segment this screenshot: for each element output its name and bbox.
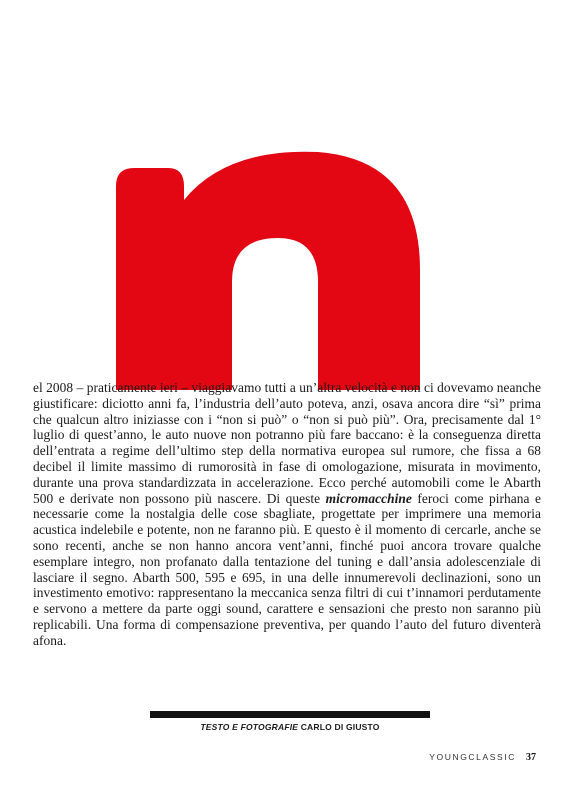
credits-line — [150, 722, 430, 732]
emphasized-word: micromacchine — [325, 490, 412, 506]
article-body — [33, 380, 541, 649]
page-number: 37 — [526, 752, 536, 763]
divider-rule — [150, 711, 430, 718]
credits-lead: TESTO E FOTOGRAFIE — [200, 722, 299, 732]
magazine-brand: YOUNGCLASSIC — [429, 752, 516, 762]
body-paragraph-2: feroci come pirhana e necessarie come la nostalgia delle cose sbagliate, progettate per imprimere una memoria acustica indelebile e potente, non ne faranno più. E questo è il momento di cercarle, anche se sono recenti, anche se non hanno ancora vent’anni, finché puoi ancora trovare qualche esemplare integro, non profanato dalla tentazione del tuning e dall’ansia adolescenziale di lasciare il segno. Abarth 500, 595 e 695, in una delle innumerevoli declinazioni, sono un investimento emotivo: rappresentano la meccanica senza filtri di cui t’innamori perdutamente e servono a mettere da parte oggi sound, carattere e sensazioni che presto non saranno più replicabili. Una forma di compensazione preventiva, per quando l’auto del futuro diventerà afona. — [33, 490, 541, 648]
page-footer — [429, 752, 536, 763]
body-paragraph-1: el 2008 – praticamente ieri – viaggiavamo tutti a un’altra velocità e non ci dovevamo neanche giustificare: diciotto anni fa, l’industria dell’auto poteva, anzi, osava ancora dire “sì” prima che qualcun altro iniziasse con i “non si può” o “non si può più”. Ora, precisamente dal 1° luglio di quest’anno, le auto nuove non potranno più fare baccano: è la conseguenza diretta dell’entrata a regime dell’ultimo step della normativa europea sul rumore, che fissa a 68 decibel il limite massimo di rumorosità in fase di omologazione, misurata in movimento, durante una prova standardizzata in accelerazione. Ecco perché automobili come le Abarth 500 e derivate non possono più nascere. Di queste — [33, 380, 541, 506]
credits-author: CARLO DI GIUSTO — [300, 722, 380, 732]
